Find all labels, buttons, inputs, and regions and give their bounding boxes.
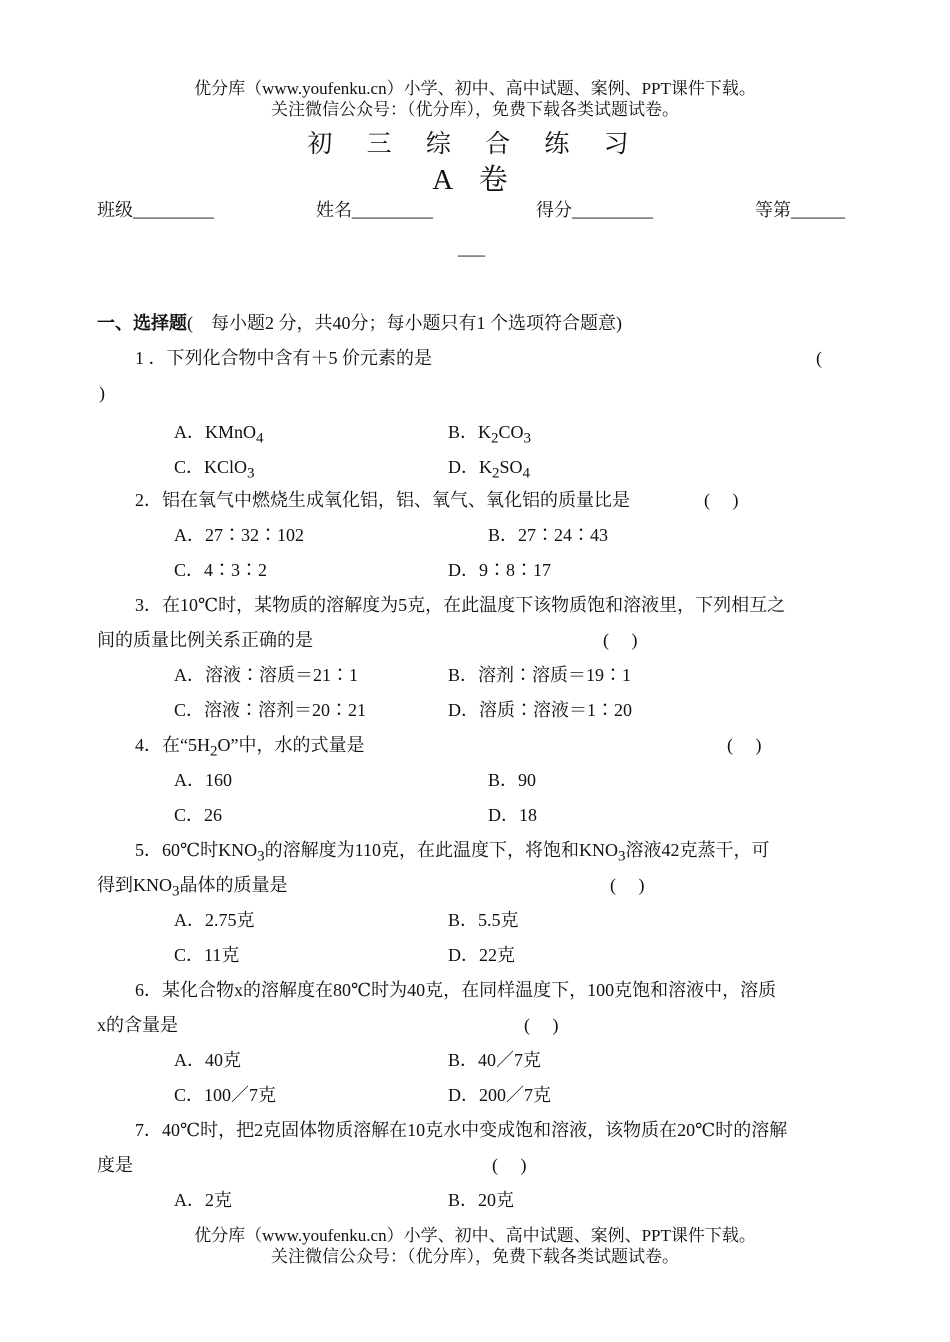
question-1-option-b: B．$K_2CO_3$ (448, 422, 532, 447)
question-3-option-a: A．溶液∶溶质＝21∶1 (174, 665, 358, 685)
question-2-option-a: A．27∶32∶102 (174, 525, 304, 545)
grade-field-continued: ___ (458, 238, 485, 258)
question-4-option-b: B．90 (488, 770, 537, 790)
class-field: 班级_________ (97, 200, 214, 220)
score-field: 得分_________ (536, 200, 653, 220)
question-5-answer-paren: ( ) (610, 875, 645, 895)
question-3-option-b: B．溶剂∶溶质＝19∶1 (448, 665, 632, 685)
question-5-option-b: B．5.5克 (448, 910, 519, 930)
question-2-option-c: C．4∶3∶2 (174, 560, 268, 580)
question-3-answer-paren: ( ) (603, 630, 638, 650)
question-7-stem-line-2: 度是 (97, 1155, 133, 1175)
question-3-stem-line-1: 3．在10℃时，某物质的溶解度为5克，在此温度下该物质饱和溶液里，下列相互之 (135, 595, 786, 615)
question-7-option-b: B．20克 (448, 1190, 515, 1210)
question-2-option-d: D．9∶8∶17 (448, 560, 551, 580)
question-2-answer-paren: ( ) (704, 490, 739, 510)
question-6-option-d: D．200／7克 (448, 1085, 551, 1105)
name-field: 姓名_________ (316, 200, 433, 220)
question-1-option-a: A．KMnO$_4$ (174, 422, 264, 447)
question-1-answer-paren-left: ( (816, 348, 822, 368)
question-1-stem: 1 ．下列化合物中含有＋5 价元素的是 (135, 348, 432, 368)
header-line-1: 优分库（www.youfenku.cn）小学、初中、高中试题、案例、PPT课件下载。 (194, 79, 756, 98)
footer-line-1: 优分库（www.youfenku.cn）小学、初中、高中试题、案例、PPT课件下载。 (194, 1226, 756, 1245)
question-4-option-c: C．26 (174, 805, 223, 825)
question-6-option-a: A．40克 (174, 1050, 241, 1070)
question-3-stem-line-2: 间的质量比例关系正确的是 (97, 630, 313, 650)
question-4-option-a: A．160 (174, 770, 232, 790)
question-5-option-a: A．2.75克 (174, 910, 255, 930)
question-1-option-d: D．$K_2SO_4$ (448, 457, 531, 482)
question-4-option-d: D．18 (488, 805, 537, 825)
question-4-stem: 4．在“$5H_2O$”中，水的式量是 (135, 735, 365, 760)
footer-line-2: 关注微信公众号：（优分库），免费下载各类试题试卷。 (271, 1247, 679, 1266)
question-3-option-d: D．溶质∶溶液＝1∶20 (448, 700, 632, 720)
question-6-option-b: B．40／7克 (448, 1050, 542, 1070)
question-4-answer-paren: ( ) (727, 735, 762, 755)
question-7-stem-line-1: 7．40℃时，把2克固体物质溶解在10克水中变成饱和溶液，该物质在20℃时的溶解 (135, 1120, 788, 1140)
question-6-stem-line-1: 6．某化合物x的溶解度在80℃时为40克，在同样温度下，100克饱和溶液中，溶质 (135, 980, 777, 1000)
question-6-option-c: C．100／7克 (174, 1085, 277, 1105)
section-header (97, 311, 622, 335)
question-6-stem-line-2: x的含量是 (97, 1015, 178, 1035)
section-title: 一、选择题 (97, 313, 187, 333)
question-3-option-c: C．溶液∶溶剂＝20∶21 (174, 700, 367, 720)
page-title: 初 三 综 合 练 习 (307, 131, 643, 158)
question-5-stem-line-2: 得到$KNO_3$晶体的质量是 (97, 875, 288, 900)
question-2-option-b: B．27∶24∶43 (488, 525, 609, 545)
question-5-stem-line-1: 5．60℃时$KNO_3$的溶解度为110克，在此温度下，将饱和$KNO_3$溶液42克蒸干，可 (135, 840, 770, 865)
question-1-answer-paren-right: ) (99, 383, 105, 403)
question-1-option-c: C．KClO$_3$ (174, 457, 255, 482)
question-7-answer-paren: ( ) (492, 1155, 527, 1175)
question-7-option-a: A．2克 (174, 1190, 232, 1210)
grade-field: 等第______ (755, 200, 845, 220)
question-2-stem: 2．铝在氧气中燃烧生成氧化铝，铝、氧气、氧化铝的质量比是 (135, 490, 630, 510)
question-5-option-d: D．22克 (448, 945, 515, 965)
question-5-option-c: C．11克 (174, 945, 240, 965)
section-note: ( 每小题2 分，共40分；每小题只有1 个选项符合题意) (187, 313, 622, 333)
page-subtitle: A 卷 (432, 164, 518, 196)
header-line-2: 关注微信公众号：（优分库），免费下载各类试题试卷。 (271, 100, 679, 119)
question-6-answer-paren: ( ) (524, 1015, 559, 1035)
